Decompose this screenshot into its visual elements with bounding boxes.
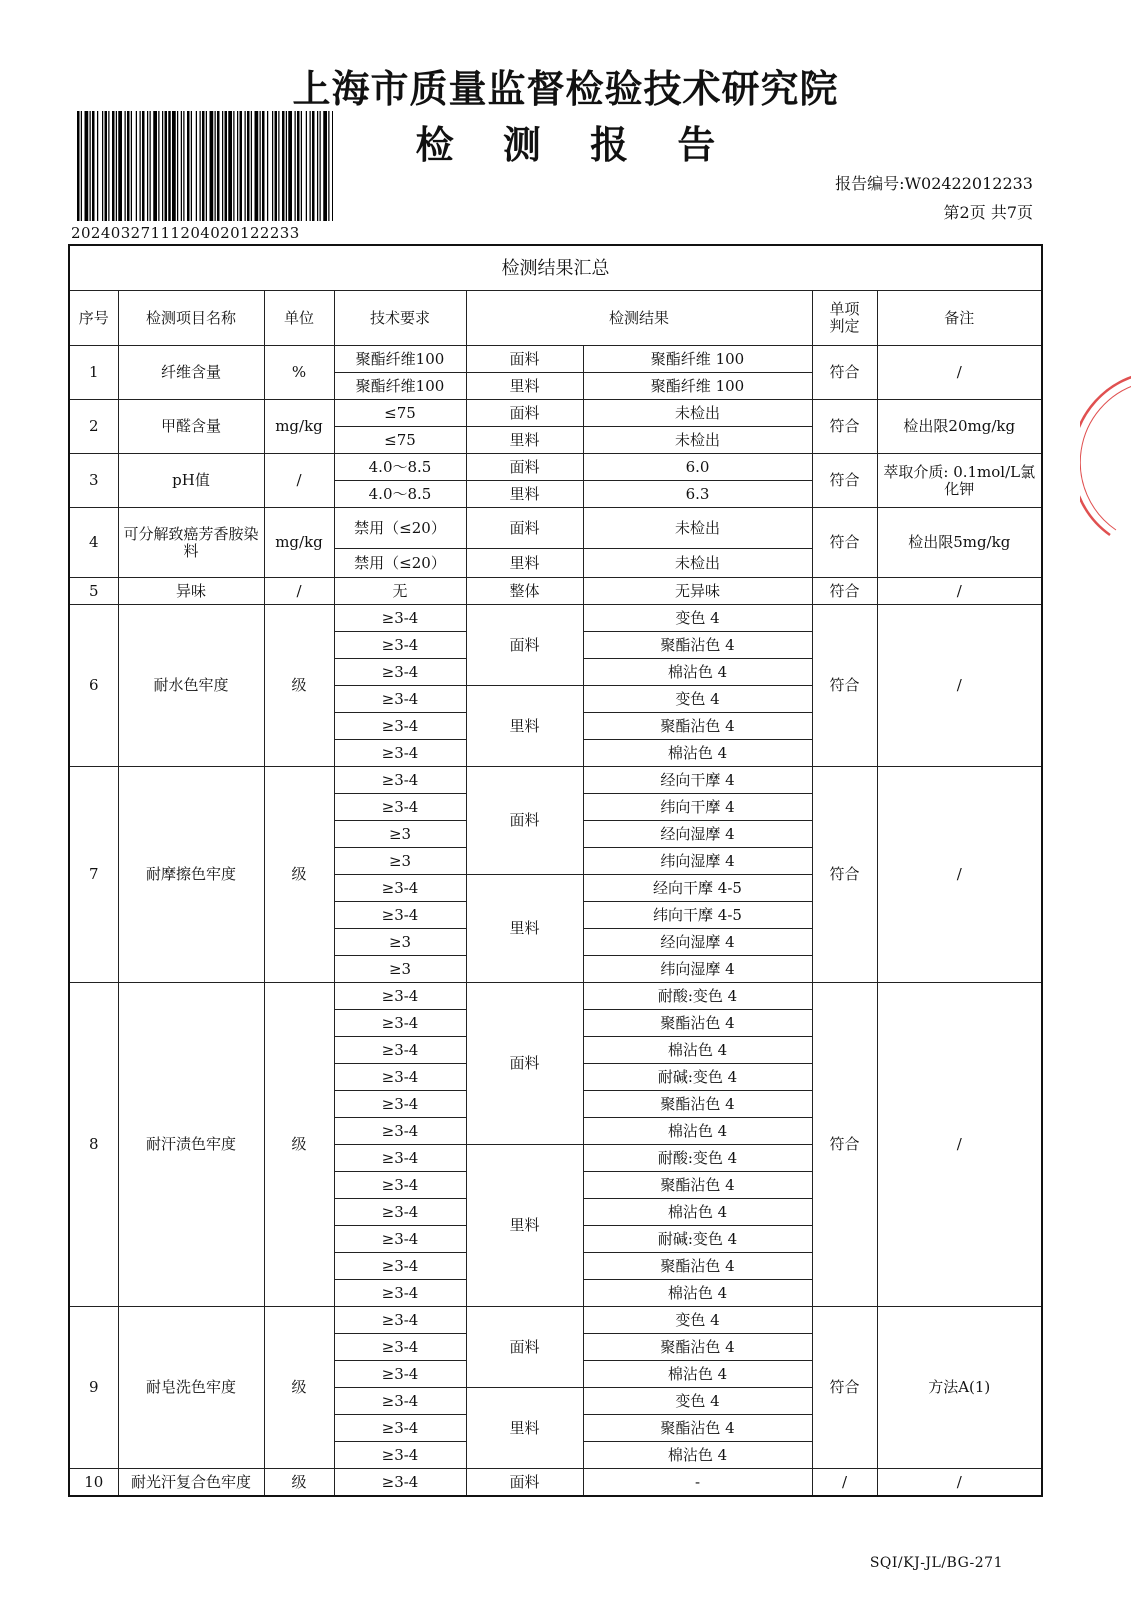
table-row bbox=[69, 767, 1042, 794]
row-part: 面料 bbox=[466, 400, 583, 427]
row-item-name: 耐摩擦色牢度 bbox=[118, 767, 264, 983]
barcode-bar bbox=[81, 111, 82, 221]
barcode-bar bbox=[255, 111, 259, 221]
row-requirement: ≥3 bbox=[334, 821, 466, 848]
row-item-name: 耐水色牢度 bbox=[118, 605, 264, 767]
row-verdict: 符合 bbox=[812, 508, 877, 578]
row-item-name: 可分解致癌芳香胺染料 bbox=[118, 508, 264, 578]
row-requirement: ≥3-4 bbox=[334, 1199, 466, 1226]
barcode-bar bbox=[102, 111, 103, 221]
row-number: 4 bbox=[69, 508, 118, 578]
row-result: 经向湿摩 4 bbox=[583, 929, 812, 956]
row-result: 经向湿摩 4 bbox=[583, 821, 812, 848]
row-part: 里料 bbox=[466, 481, 583, 508]
row-verdict: 符合 bbox=[812, 454, 877, 508]
row-item-name: 耐光汗复合色牢度 bbox=[118, 1469, 264, 1497]
col-header-requirement: 技术要求 bbox=[334, 291, 466, 346]
row-number: 1 bbox=[69, 346, 118, 400]
barcode-bar bbox=[140, 111, 141, 221]
barcode-bar bbox=[162, 111, 163, 221]
row-remark: 检出限20mg/kg bbox=[877, 400, 1042, 454]
row-remark: 方法A(1) bbox=[877, 1307, 1042, 1469]
barcode-bar bbox=[181, 111, 182, 221]
row-number: 8 bbox=[69, 983, 118, 1307]
institute-name: 上海市质量监督检验技术研究院 bbox=[292, 67, 839, 111]
barcode-bar bbox=[275, 111, 278, 221]
row-result: 6.3 bbox=[583, 481, 812, 508]
row-part: 面料 bbox=[466, 346, 583, 373]
row-requirement: ≤75 bbox=[334, 427, 466, 454]
barcode-bar bbox=[136, 111, 137, 221]
row-part: 里料 bbox=[466, 875, 583, 983]
row-remark: / bbox=[877, 1469, 1042, 1497]
row-verdict: 符合 bbox=[812, 1307, 877, 1469]
barcode-bar bbox=[282, 111, 285, 221]
row-result: 变色 4 bbox=[583, 605, 812, 632]
barcode-bar bbox=[187, 111, 190, 221]
report-title: 检 测 报 告 bbox=[415, 123, 734, 167]
row-result: 聚酯纤维 100 bbox=[583, 346, 812, 373]
row-verdict: 符合 bbox=[812, 767, 877, 983]
row-result: 未检出 bbox=[583, 508, 812, 549]
row-remark: / bbox=[877, 983, 1042, 1307]
row-item-name: 耐皂洗色牢度 bbox=[118, 1307, 264, 1469]
row-unit: 级 bbox=[264, 1469, 334, 1497]
row-result: 变色 4 bbox=[583, 1388, 812, 1415]
row-requirement: ≥3-4 bbox=[334, 1307, 466, 1334]
row-result: 变色 4 bbox=[583, 686, 812, 713]
col-header-remark: 备注 bbox=[877, 291, 1042, 346]
barcode-bar bbox=[147, 111, 148, 221]
row-result: 棉沾色 4 bbox=[583, 1118, 812, 1145]
row-result: 纬向干摩 4 bbox=[583, 794, 812, 821]
barcode-bar bbox=[251, 111, 252, 221]
col-header-unit: 单位 bbox=[264, 291, 334, 346]
barcode-bar bbox=[228, 111, 232, 221]
table-row bbox=[69, 508, 1042, 549]
table-row bbox=[69, 578, 1042, 605]
row-result: 耐碱:变色 4 bbox=[583, 1064, 812, 1091]
row-part: 面料 bbox=[466, 1307, 583, 1388]
form-code: SQI/KJ-JL/BG-271 bbox=[869, 1555, 1003, 1571]
row-result: 变色 4 bbox=[583, 1307, 812, 1334]
row-number: 6 bbox=[69, 605, 118, 767]
barcode-bar bbox=[191, 111, 192, 221]
row-number: 5 bbox=[69, 578, 118, 605]
table-row bbox=[69, 400, 1042, 427]
table-row bbox=[69, 605, 1042, 632]
row-requirement: 聚酯纤维100 bbox=[334, 373, 466, 400]
barcode-bar bbox=[168, 111, 171, 221]
row-result: 聚酯沾色 4 bbox=[583, 1010, 812, 1037]
row-requirement: 禁用（≤20） bbox=[334, 549, 466, 578]
row-unit: 级 bbox=[264, 983, 334, 1307]
barcode-bar bbox=[301, 111, 302, 221]
row-requirement: ≥3-4 bbox=[334, 1064, 466, 1091]
barcode-bar bbox=[200, 111, 201, 221]
row-requirement: ≥3-4 bbox=[334, 632, 466, 659]
row-requirement: ≥3-4 bbox=[334, 1010, 466, 1037]
barcode-bar bbox=[323, 111, 327, 221]
barcode-bar bbox=[233, 111, 234, 221]
row-result: 聚酯沾色 4 bbox=[583, 1334, 812, 1361]
row-requirement: ≥3 bbox=[334, 848, 466, 875]
row-verdict: 符合 bbox=[812, 605, 877, 767]
row-requirement: ≥3-4 bbox=[334, 659, 466, 686]
barcode-bar bbox=[112, 111, 115, 221]
row-result: 聚酯纤维 100 bbox=[583, 373, 812, 400]
red-seal-stamp bbox=[1080, 370, 1131, 550]
barcode-bar bbox=[131, 111, 132, 221]
table-row bbox=[69, 983, 1042, 1010]
row-item-name: 异味 bbox=[118, 578, 264, 605]
barcode-bar bbox=[127, 111, 130, 221]
barcode-bar bbox=[210, 111, 214, 221]
row-remark: / bbox=[877, 578, 1042, 605]
results-summary-table bbox=[68, 244, 1043, 1497]
row-result: 经向干摩 4-5 bbox=[583, 875, 812, 902]
barcode-bar bbox=[247, 111, 250, 221]
row-requirement: ≥3-4 bbox=[334, 875, 466, 902]
col-header-verdict: 单项判定 bbox=[812, 291, 877, 346]
barcode-bar bbox=[306, 111, 307, 221]
row-result: 聚酯沾色 4 bbox=[583, 1415, 812, 1442]
barcode-bar bbox=[245, 111, 246, 221]
row-requirement: ≥3-4 bbox=[334, 686, 466, 713]
barcode-bar bbox=[320, 111, 321, 221]
barcode-bar bbox=[260, 111, 261, 221]
barcode-bar bbox=[217, 111, 220, 221]
row-verdict: 符合 bbox=[812, 346, 877, 400]
row-requirement: 无 bbox=[334, 578, 466, 605]
barcode-bar bbox=[177, 111, 178, 221]
row-requirement: ≥3-4 bbox=[334, 767, 466, 794]
row-verdict: / bbox=[812, 1469, 877, 1497]
table-row bbox=[69, 454, 1042, 481]
barcode-bar bbox=[286, 111, 287, 221]
row-requirement: ≥3 bbox=[334, 929, 466, 956]
row-unit: mg/kg bbox=[264, 508, 334, 578]
row-unit: 级 bbox=[264, 1307, 334, 1469]
barcode-bar bbox=[225, 111, 228, 221]
row-requirement: ≥3-4 bbox=[334, 1280, 466, 1307]
row-requirement: ≥3-4 bbox=[334, 1469, 466, 1497]
barcode-bar bbox=[183, 111, 184, 221]
row-result: 耐碱:变色 4 bbox=[583, 1226, 812, 1253]
row-part: 整体 bbox=[466, 578, 583, 605]
row-unit: / bbox=[264, 454, 334, 508]
row-part: 面料 bbox=[466, 767, 583, 875]
row-result: 未检出 bbox=[583, 400, 812, 427]
row-item-name: 甲醛含量 bbox=[118, 400, 264, 454]
barcode-bar bbox=[215, 111, 216, 221]
row-result: 棉沾色 4 bbox=[583, 740, 812, 767]
table-caption: 检测结果汇总 bbox=[69, 245, 1042, 291]
row-result: 纬向干摩 4-5 bbox=[583, 902, 812, 929]
barcode-bar bbox=[92, 111, 95, 221]
barcode-bar bbox=[202, 111, 205, 221]
barcode-bar bbox=[158, 111, 159, 221]
row-number: 2 bbox=[69, 400, 118, 454]
barcode-bar bbox=[317, 111, 318, 221]
barcode-bar bbox=[328, 111, 329, 221]
barcode-bar bbox=[206, 111, 207, 221]
row-requirement: ≥3-4 bbox=[334, 1037, 466, 1064]
row-result: 棉沾色 4 bbox=[583, 1199, 812, 1226]
row-requirement: ≥3-4 bbox=[334, 1415, 466, 1442]
col-header-result: 检测结果 bbox=[466, 291, 812, 346]
row-requirement: ≥3-4 bbox=[334, 1442, 466, 1469]
barcode-bar bbox=[262, 111, 265, 221]
row-requirement: ≤75 bbox=[334, 400, 466, 427]
barcode-bar bbox=[295, 111, 296, 221]
barcode-bar bbox=[222, 111, 223, 221]
row-part: 里料 bbox=[466, 1145, 583, 1307]
row-result: 棉沾色 4 bbox=[583, 1280, 812, 1307]
barcode-bar bbox=[85, 111, 89, 221]
row-requirement: 4.0～8.5 bbox=[334, 481, 466, 508]
report-number: 报告编号:W02422012233 bbox=[835, 174, 1033, 193]
row-requirement: ≥3-4 bbox=[334, 1361, 466, 1388]
row-part: 里料 bbox=[466, 686, 583, 767]
row-requirement: ≥3 bbox=[334, 956, 466, 983]
row-part: 面料 bbox=[466, 508, 583, 549]
row-result: 聚酯沾色 4 bbox=[583, 632, 812, 659]
row-requirement: 4.0～8.5 bbox=[334, 454, 466, 481]
row-part: 里料 bbox=[466, 549, 583, 578]
barcode-bar bbox=[278, 111, 279, 221]
row-requirement: ≥3-4 bbox=[334, 1091, 466, 1118]
row-result: 未检出 bbox=[583, 427, 812, 454]
row-requirement: 禁用（≤20） bbox=[334, 508, 466, 549]
row-result: 6.0 bbox=[583, 454, 812, 481]
barcode-bar bbox=[267, 111, 268, 221]
row-result: 纬向湿摩 4 bbox=[583, 956, 812, 983]
barcode-bar bbox=[237, 111, 238, 221]
row-item-name: 纤维含量 bbox=[118, 346, 264, 400]
row-requirement: ≥3-4 bbox=[334, 1145, 466, 1172]
table-row bbox=[69, 346, 1042, 373]
barcode-number: 20240327111204020122233 bbox=[71, 224, 300, 242]
row-number: 7 bbox=[69, 767, 118, 983]
row-result: 耐酸:变色 4 bbox=[583, 1145, 812, 1172]
barcode-bar bbox=[116, 111, 117, 221]
barcode-bar bbox=[142, 111, 145, 221]
barcode-bar bbox=[118, 111, 122, 221]
row-remark: / bbox=[877, 605, 1042, 767]
barcode-bar bbox=[165, 111, 168, 221]
barcode-bar bbox=[77, 111, 80, 221]
barcode-bar bbox=[153, 111, 157, 221]
barcode-bar bbox=[240, 111, 243, 221]
row-remark: / bbox=[877, 767, 1042, 983]
row-remark: / bbox=[877, 346, 1042, 400]
col-header-no: 序号 bbox=[69, 291, 118, 346]
barcode-bar bbox=[90, 111, 91, 221]
row-requirement: ≥3-4 bbox=[334, 1388, 466, 1415]
row-number: 3 bbox=[69, 454, 118, 508]
row-requirement: ≥3-4 bbox=[334, 1334, 466, 1361]
barcode-bar bbox=[172, 111, 176, 221]
row-result: 棉沾色 4 bbox=[583, 1037, 812, 1064]
row-item-name: 耐汗渍色牢度 bbox=[118, 983, 264, 1307]
row-requirement: ≥3-4 bbox=[334, 983, 466, 1010]
row-requirement: ≥3-4 bbox=[334, 713, 466, 740]
row-verdict: 符合 bbox=[812, 983, 877, 1307]
row-result: 聚酯沾色 4 bbox=[583, 1253, 812, 1280]
row-result: 棉沾色 4 bbox=[583, 659, 812, 686]
table-row bbox=[69, 1469, 1042, 1497]
row-result: 棉沾色 4 bbox=[583, 1442, 812, 1469]
row-unit: mg/kg bbox=[264, 400, 334, 454]
row-part: 面料 bbox=[466, 605, 583, 686]
row-result: - bbox=[583, 1469, 812, 1497]
barcode-bar bbox=[97, 111, 98, 221]
row-number: 9 bbox=[69, 1307, 118, 1469]
row-remark: 萃取介质: 0.1mol/L氯化钾 bbox=[877, 454, 1042, 508]
barcode-bar bbox=[150, 111, 151, 221]
row-requirement: ≥3-4 bbox=[334, 1118, 466, 1145]
barcode-bar bbox=[272, 111, 273, 221]
row-part: 面料 bbox=[466, 454, 583, 481]
row-requirement: ≥3-4 bbox=[334, 1226, 466, 1253]
barcode-bar bbox=[297, 111, 300, 221]
row-result: 聚酯沾色 4 bbox=[583, 1091, 812, 1118]
row-requirement: ≥3-4 bbox=[334, 902, 466, 929]
row-unit: / bbox=[264, 578, 334, 605]
table-row bbox=[69, 1307, 1042, 1334]
row-item-name: pH值 bbox=[118, 454, 264, 508]
row-result: 纬向湿摩 4 bbox=[583, 848, 812, 875]
barcode-bar bbox=[105, 111, 108, 221]
row-part: 里料 bbox=[466, 1388, 583, 1469]
barcode-bar bbox=[108, 111, 109, 221]
row-result: 聚酯沾色 4 bbox=[583, 713, 812, 740]
row-result: 耐酸:变色 4 bbox=[583, 983, 812, 1010]
row-part: 里料 bbox=[466, 427, 583, 454]
row-requirement: 聚酯纤维100 bbox=[334, 346, 466, 373]
row-part: 面料 bbox=[466, 983, 583, 1145]
barcode-bar bbox=[288, 111, 292, 221]
row-result: 无异味 bbox=[583, 578, 812, 605]
row-result: 聚酯沾色 4 bbox=[583, 1172, 812, 1199]
row-part: 里料 bbox=[466, 373, 583, 400]
row-number: 10 bbox=[69, 1469, 118, 1497]
row-unit: 级 bbox=[264, 767, 334, 983]
row-unit: 级 bbox=[264, 605, 334, 767]
row-unit: % bbox=[264, 346, 334, 400]
row-verdict: 符合 bbox=[812, 400, 877, 454]
row-result: 经向干摩 4 bbox=[583, 767, 812, 794]
row-verdict: 符合 bbox=[812, 578, 877, 605]
barcode bbox=[77, 111, 333, 221]
barcode-bar bbox=[312, 111, 315, 221]
barcode-bar bbox=[310, 111, 311, 221]
row-requirement: ≥3-4 bbox=[334, 740, 466, 767]
barcode-bar bbox=[196, 111, 197, 221]
row-requirement: ≥3-4 bbox=[334, 1172, 466, 1199]
row-result: 未检出 bbox=[583, 549, 812, 578]
barcode-bar bbox=[125, 111, 126, 221]
row-requirement: ≥3-4 bbox=[334, 605, 466, 632]
page-info: 第2页 共7页 bbox=[943, 203, 1033, 222]
row-part: 面料 bbox=[466, 1469, 583, 1497]
row-result: 棉沾色 4 bbox=[583, 1361, 812, 1388]
col-header-item: 检测项目名称 bbox=[118, 291, 264, 346]
barcode-bar bbox=[332, 111, 333, 221]
row-requirement: ≥3-4 bbox=[334, 794, 466, 821]
row-remark: 检出限5mg/kg bbox=[877, 508, 1042, 578]
row-requirement: ≥3-4 bbox=[334, 1253, 466, 1280]
